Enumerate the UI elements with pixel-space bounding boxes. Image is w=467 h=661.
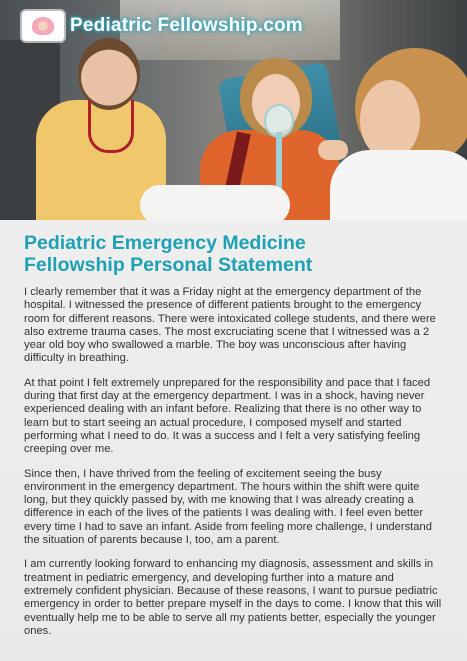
hero-photo <box>0 0 467 220</box>
paragraph-1: I clearly remember that it was a Friday night at the emergency department of the hospital. I witnessed the presence of different patients brought to the emergency room for different reasons. There were intoxicated college students, and there were also extreme trauma cases. The most excruciating scene that I witnessed was a 2 year old boy who swallowed a marble. The boy was unconscious after having difficulty in breathing. <box>24 286 436 365</box>
paragraph-4: I am currently looking forward to enhancing my diagnosis, assessment and skills in treatment in pediatric emergency, and developing further into a mature and extremely confident physician. Because of these reasons, I want to pursue pediatric emergency in order to better prepare myself in the days to come. I know that this will eventually help me to be able to serve all my patients better, especially the younger ones. <box>24 558 442 637</box>
title-line-2: Fellowship Personal Statement <box>24 254 313 276</box>
oxygen-tube <box>276 132 282 192</box>
page-title <box>24 232 444 276</box>
article <box>24 232 444 649</box>
paragraph-3: Since then, I have thrived from the feeling of excitement seeing the busy environment in the emergency department. The hours within the shift were quite long, but they quickly passed by, with me knowing that I was already creating a difference in each of the lives of the patients I was dealing with. I feel even better every time I had to save an infant. Aside from feeling more challenge, I understand the situation of parents because I, too, am a parent. <box>24 467 432 547</box>
baby-icon <box>22 11 64 41</box>
right-medic-coat <box>330 150 467 220</box>
title-line-1: Pediatric Emergency Medicine <box>24 232 306 254</box>
blanket <box>140 185 290 220</box>
right-medic-face <box>360 80 420 160</box>
site-logo[interactable] <box>22 10 303 42</box>
paragraph-2: At that point I felt extremely unprepared for the responsibility and pace that I faced during that first day at the emergency department. I was in a shock, having never experienced dealing with an infant before. Realizing that there is no other way to learn but to start seeing an actual procedure, I composed myself and started performing what I need to do. It was a success and I felt a very satisfying feeling creeping over me. <box>24 376 431 456</box>
right-medic-hand <box>318 140 348 160</box>
logo-text: Pediatric Fellowship.com <box>70 15 303 36</box>
stethoscope-icon <box>88 100 134 153</box>
